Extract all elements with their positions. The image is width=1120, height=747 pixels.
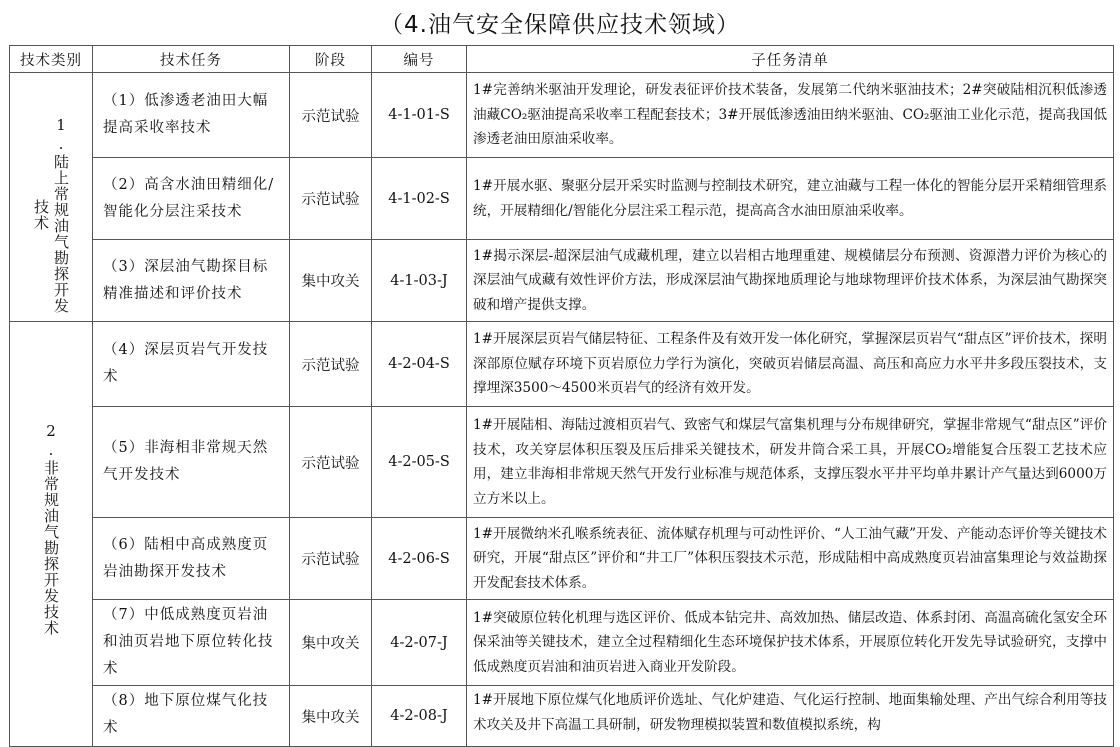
header-subtasks: 子任务清单 bbox=[467, 46, 1114, 73]
table-row bbox=[10, 686, 1114, 747]
header-code: 编号 bbox=[372, 46, 467, 73]
subtasks-cell: 1#开展微纳米孔喉系统表征、流体赋存机理与可动性评价、“人工油气藏”开发、产能动态评价等关键技术研究，开展“甜点区”评价和“井工厂”体积压裂技术示范，形成陆相中高成熟度页岩油富集理论与效益勘探开发配套技术体系。 bbox=[467, 518, 1114, 600]
category-label: 1.陆上常规油气勘探开发技术 bbox=[32, 116, 70, 314]
task-cell: （3）深层油气勘探目标精准描述和评价技术 bbox=[93, 240, 290, 322]
code-cell: 4-2-07-J bbox=[372, 600, 467, 686]
subtasks-cell: 1#完善纳米驱油开发理论，研发表征评价技术装备，发展第二代纳米驱油技术；2#突破陆相沉积低渗透油藏CO₂驱油提高采收率工程配套技术；3#开展低渗透油田纳米驱油、CO₂驱油工业化示范，提高我国低渗透老油田原油采收率。 bbox=[467, 73, 1114, 158]
task-cell: （8）地下原位煤气化技术 bbox=[93, 686, 290, 747]
tech-task-table bbox=[9, 45, 1114, 747]
table-row bbox=[10, 73, 1114, 158]
task-cell: （5）非海相非常规天然气开发技术 bbox=[93, 407, 290, 518]
code-cell: 4-2-06-S bbox=[372, 518, 467, 600]
table-row bbox=[10, 518, 1114, 600]
page-title: （4.油气安全保障供应技术领域） bbox=[380, 12, 740, 38]
subtasks-cell: 1#突破原位转化机理与选区评价、低成本钻完井、高效加热、储层改造、体系封闭、高温高硫化氢安全环保采油等关键技术，建立全过程精细化生态环境保护技术体系，开展原位转化开发先导试验研究，支撑中低成熟度页岩油和油页岩进入商业开发阶段。 bbox=[467, 600, 1114, 686]
stage-cell: 示范试验 bbox=[290, 518, 372, 600]
subtasks-cell: 1#开展水驱、聚驱分层开采实时监测与控制技术研究，建立油藏与工程一体化的智能分层开采精细管理系统，开展精细化/智能化分层注采工程示范，提高高含水油田原油采收率。 bbox=[467, 158, 1114, 240]
task-cell: （2）高含水油田精细化/智能化分层注采技术 bbox=[93, 158, 290, 240]
table-header-row bbox=[10, 46, 1114, 73]
stage-cell: 示范试验 bbox=[290, 73, 372, 158]
header-category: 技术类别 bbox=[10, 46, 93, 73]
subtasks-cell: 1#开展深层页岩气储层特征、工程条件及有效开发一体化研究，掌握深层页岩气“甜点区”评价技术，探明深部原位赋存环境下页岩原位力学行为演化，突破页岩储层高温、高压和高应力水平井多段压裂技术，支撑埋深3500～4500米页岩气的经济有效开发。 bbox=[467, 322, 1114, 407]
stage-cell: 集中攻关 bbox=[290, 686, 372, 747]
code-cell: 4-1-01-S bbox=[372, 73, 467, 158]
task-cell: （4）深层页岩气开发技术 bbox=[93, 322, 290, 407]
code-cell: 4-1-03-J bbox=[372, 240, 467, 322]
category-cell bbox=[10, 73, 93, 322]
task-cell: （7）中低成熟度页岩油和油页岩地下原位转化技术 bbox=[93, 600, 290, 686]
table-row bbox=[10, 240, 1114, 322]
subtasks-cell: 1#开展陆相、海陆过渡相页岩气、致密气和煤层气富集机理与分布规律研究，掌握非常规气“甜点区”评价技术，攻关穿层体积压裂及压后排采关键技术，研发井筒合采工具，开展CO₂增能复合压裂工艺技术应用，建立非海相非常规天然气开发行业标准与规范体系，支撑压裂水平井平均单井累计产气量达到6000万立方米以上。 bbox=[467, 407, 1114, 518]
task-cell: （6）陆相中高成熟度页岩油勘探开发技术 bbox=[93, 518, 290, 600]
header-task: 技术任务 bbox=[93, 46, 290, 73]
stage-cell: 示范试验 bbox=[290, 322, 372, 407]
category-cell bbox=[10, 322, 93, 747]
table-row bbox=[10, 600, 1114, 686]
task-cell: （1）低渗透老油田大幅提高采收率技术 bbox=[93, 73, 290, 158]
stage-cell: 集中攻关 bbox=[290, 600, 372, 686]
stage-cell: 示范试验 bbox=[290, 407, 372, 518]
header-stage: 阶段 bbox=[290, 46, 372, 73]
subtasks-cell: 1#揭示深层-超深层油气成藏机理，建立以岩相古地理重建、规模储层分布预测、资源潜力评价为核心的深层油气成藏有效性评价方法，形成深层油气勘探地质理论与地球物理评价技术体系，为深层油气勘探突破和增产提供支撑。 bbox=[467, 240, 1114, 322]
table-row bbox=[10, 322, 1114, 407]
stage-cell: 示范试验 bbox=[290, 158, 372, 240]
table-row bbox=[10, 158, 1114, 240]
code-cell: 4-2-04-S bbox=[372, 322, 467, 407]
code-cell: 4-1-02-S bbox=[372, 158, 467, 240]
code-cell: 4-2-08-J bbox=[372, 686, 467, 747]
subtasks-cell: 1#开展地下原位煤气化地质评价选址、气化炉建造、气化运行控制、地面集输处理、产出气综合利用等技术攻关及井下高温工具研制，研发物理模拟装置和数值模拟系统，构 bbox=[467, 686, 1114, 747]
stage-cell: 集中攻关 bbox=[290, 240, 372, 322]
category-label: 2.非常规油气勘探开发技术 bbox=[42, 422, 60, 636]
table-row bbox=[10, 407, 1114, 518]
code-cell: 4-2-05-S bbox=[372, 407, 467, 518]
